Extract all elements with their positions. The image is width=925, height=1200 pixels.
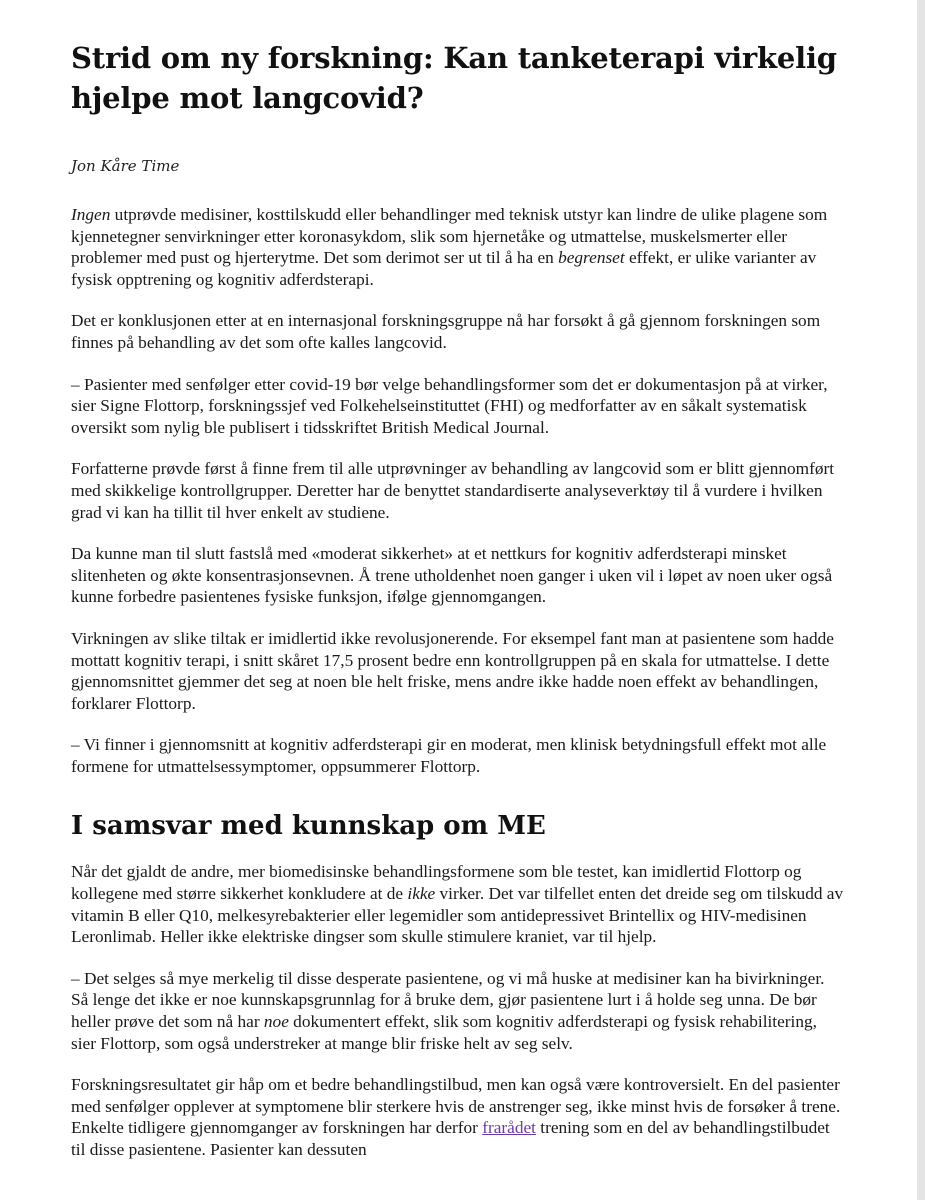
emphasis-ikke: ikke — [407, 884, 436, 904]
emphasis-noe: noe — [263, 1012, 289, 1032]
page-edge — [917, 0, 925, 1200]
article-content — [71, 38, 846, 1181]
paragraph-10-text-a: Forskningsresultatet gir håp om et bedre behandlingstilbud, men kan også være kontroversielt. En del pasienter med senfølger opplever at symptomene blir sterkere hvis de anstrenger seg, ikke minst hvis de forsøker å trene. Enkelte tidligere gjennomganger av forskningen har derfor — [71, 1075, 841, 1138]
emphasis-begrenset: begrenset — [558, 248, 625, 268]
paragraph-10-text-b: trening som en del av behandlingstilbudet til disse pasientene. Pasienter kan dessuten — [71, 1118, 830, 1159]
paragraph-9 — [71, 968, 846, 1054]
paragraph-5: Da kunne man til slutt fastslå med «moderat sikkerhet» at et nettkurs for kognitiv adferdsterapi minsket slitenheten og økte konsentrasjonsevnen. Å trene utholdenhet noen ganger i uken vil i løpet av noen uker også kunne forbedre pasientenes fysiske funksjon, ifølge gjennomgangen. — [71, 544, 833, 607]
section-heading: I samsvar med kunnskap om ME — [71, 811, 546, 842]
paragraph-3: – Pasienter med senfølger etter covid-19 bør velge behandlingsformer som det er dokumentasjon på at virker, sier Signe Flottorp, forskningssjef ved Folkehelseinstituttet (FHI) og medforfatter av en såkalt systematisk oversikt som nylig ble publisert i tidsskriftet British Medical Journal. — [71, 374, 828, 437]
paragraph-1-text-a: utprøvde medisiner, kosttilskudd eller behandlinger med teknisk utstyr kan lindre de ulike plagene som kjennetegner senvirkninger etter koronasykdom, slik som hjernetåke og utmattelse, muskelsmerter eller problemer med pust og hjerterytme. Det som derimot ser ut til å ha en — [71, 205, 828, 268]
paragraph-4: Forfatterne prøvde først å finne frem til alle utprøvninger av behandling av langcovid som er blitt gjennomført med skikkelige kontrollgrupper. Deretter har de benyttet standardiserte analyseverktøy til å vurdere i hvilken grad vi kan ha tillit til hver enkelt av studiene. — [71, 459, 835, 522]
paragraph-7: – Vi finner i gjennomsnitt at kognitiv adferdsterapi gir en moderat, men klinisk betydningsfull effekt mot alle formene for utmattelsessymptomer, oppsummerer Flottorp. — [71, 735, 827, 776]
paragraph-9-text-a: – Det selges så mye merkelig til disse desperate pasientene, og vi må huske at medisiner kan ha bivirkninger. Så lenge det ikke er noe kunnskapsgrunnlag for å bruke dem, gjør pasientene lurt i å holde seg unna. De bør heller prøve det som nå har — [71, 968, 825, 1032]
paragraph-10 — [71, 1074, 846, 1160]
emphasis-ingen: Ingen — [71, 205, 111, 224]
paragraph-8 — [71, 861, 846, 947]
article-title: Strid om ny forskning: Kan tanketerapi virkelig hjelpe mot langcovid? — [71, 41, 837, 115]
paragraph-8-text-b: virker. Det var tilfellet enten det dreide seg om tilskudd av vitamin B eller Q10, melkesyrebakterier eller legemidler som antidepressivet Brintellix og HIV-medisinen Leronlimab. Heller ikke elektriske dingser som skulle stimulere kraniet, var til hjelp. — [71, 884, 844, 947]
paragraph-8-text-a: Når det gjaldt de andre, mer biomedisinske behandlingsformene som ble testet, kan imidlertid Flottorp og kollegene med større sikkerhet konkludere at de — [71, 862, 802, 904]
paragraph-6: Virkningen av slike tiltak er imidlertid ikke revolusjonerende. For eksempel fant man at pasientene som hadde mottatt kognitiv terapi, i snitt skåret 17,5 prosent bedre enn kontrollgruppen på en skala for utmattelse. I dette gjennomsnittet gjemmer det seg at noen ble helt friske, mens andre ikke hadde noen effekt av behandlingen, forklarer Flottorp. — [71, 628, 834, 713]
paragraph-9-text-b: dokumentert effekt, slik som kognitiv adferdsterapi og fysisk rehabilitering, sier Flottorp, som også understreker at mange blir friske helt av seg selv. — [71, 1012, 817, 1053]
paragraph-1-text-b: effekt, er ulike varianter av fysisk opptrening og kognitiv adferdsterapi. — [71, 248, 817, 289]
paragraph-2: Det er konklusjonen etter at en internasjonal forskningsgruppe nå har forsøkt å gå gjennom forskningen som finnes på behandling av det som ofte kalles langcovid. — [71, 311, 821, 352]
author-byline: Jon Kåre Time — [71, 157, 180, 175]
paragraph-1 — [71, 204, 846, 290]
frarådet-link[interactable]: frarådet — [482, 1118, 536, 1138]
article-body — [71, 204, 846, 1161]
